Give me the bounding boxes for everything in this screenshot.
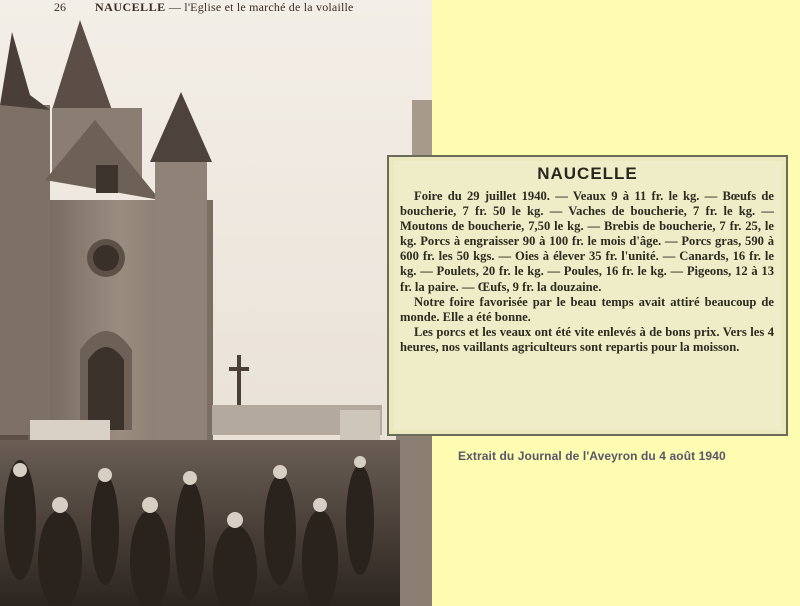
clipping-paragraph: Les porcs et les veaux ont été vite enlevés à de bons prix. Vers les 4 heures, nos vaillants agriculteurs sont repartis pour la moisson.	[400, 324, 774, 354]
source-caption: Extrait du Journal de l'Aveyron du 4 août 1940	[458, 449, 726, 463]
clipping-heading: NAUCELLE	[537, 164, 638, 183]
clipping-paragraph: Notre foire favorisée par le beau temps avait attiré beaucoup de monde. Elle a été bonne.	[400, 294, 774, 324]
postcard-page-number: 26	[54, 0, 66, 14]
clipping-paragraph: Foire du 29 juillet 1940. — Veaux 9 à 11 fr. le kg. — Bœufs de boucherie, 7 fr. 50 le kg. — Vaches de boucherie, 7 fr. le kg. — Moutons de boucherie, 7,50 le kg. — Brebis de boucherie, 7 fr. 25, le kg. Porcs à engraisser 90 à 100 fr. le mois d'âge. — Porcs gras, 590 à 600 fr. les 50 kgs. — Oies à élever 35 fr. l'unité. — Canards, 16 fr. le kg. — Poulets, 20 fr. le kg. — Poules, 16 fr. le kg. — Pigeons, 12 à 13 fr. la paire. — Œufs, 9 fr. la douzaine.	[400, 189, 774, 294]
postcard-title	[95, 0, 354, 14]
newspaper-clipping	[387, 155, 788, 436]
clipping-article	[400, 189, 774, 355]
clipping-paper	[394, 161, 781, 430]
postcard-title-rest: — l'Eglise et le marché de la volaille	[165, 0, 354, 14]
postcard-title-place: NAUCELLE	[95, 0, 166, 14]
postcard-caption	[0, 0, 432, 18]
